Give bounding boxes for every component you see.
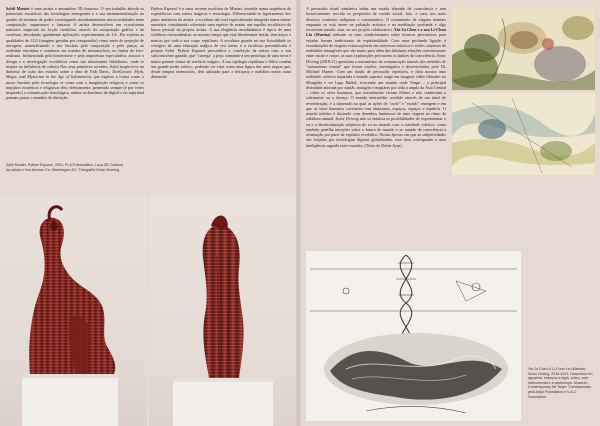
col3-text-3: (2018-21) questiona o mecanismo da comunicação através dos métodos de "xamanismo central" que foram criados, investigados e xyxy=(306,58,446,69)
watercolour-mid-image xyxy=(452,93,595,175)
col3-text-2: utilizam os sons condicionantes sobre técnicas percussivas para estudar formas tradicionais de espiritualidade. Com uma profunda ligação à visualizações de viagens extracorpóreas em universos místicos e visões cósmicas de realidades intangíveis que são muito para além das habituais relações convencionais entre morte e corpo, as suas explorações percorrem os limites da consciência. xyxy=(306,32,446,59)
article-column-1 xyxy=(6,6,144,158)
col3-text-1: A percussão ritual xamânica induz um estado alterado de consciência e tem historicamente servido os propósitos de coesão social, fato, e cura, nos mais diversos contextos indígenas e comunitários. O cruzamento de viagens mentais enquanto se está inerte na pulsação acústica e na meditação profunda é algo recorrente tratado, mas, no seu projeto colaborativo, xyxy=(306,6,446,32)
sculpture-photo-front xyxy=(149,196,296,426)
caption-left: Sybil Montet, Python Espunel, 2021. PLA Polinomático, Luca 3D Cortesia da artista e Von Ammon Co. Washington DC. Fotografia Vivian Doering xyxy=(6,163,123,172)
caption-right: Yin-Ju Chen & Li-Chun Lin (Marina), Sonic Driving, 2018-2021. Desenhos em aguarela, esboços a lápis, vídeo, som instrumental e a workshops. Museum Contemporary Art Taipei. Comissionado pela Arqui Foundation e V-A-C Foundation xyxy=(528,367,593,399)
col3-work-title: Sonic Driving xyxy=(306,53,446,64)
page-gutter xyxy=(296,0,301,426)
col3-italic-2: desenvolvidos xyxy=(406,63,430,69)
drawing-image xyxy=(306,251,521,421)
artwork-watercolour-top xyxy=(452,8,595,90)
col3-text-4: pelo Dr. Michael Harner. Com um fundo de percussão repetitiva, é obra mostra uma realidade coletiva tripartida e mundo superior surge em imagens vídeo filmados no Mongólia e no Lago Baikal, evocando um mundo onde Tengri – a principal divindade adorada por xamãs, mongóis e magiares por toda a ampla da Ásia Central – cobra os seres humanos, que inicialmente viviam felizes e não conheciam o sofrimento ou a doença. O mundo intermédio, acedido através de um túnel de reverberação, é a dimensão na qual as ações de "corte" e "errado" emergem e em que os seres humanos coexistem com fantasmas, espaços, espaços e espíritos. O mundo inferior é ilustrado com desenhos luminosos de uma viagem no ritmo da subtileza animal. xyxy=(306,63,446,122)
col2-text: é a mais recente escultura de Montet, inserida numa sequência de experiências com totens mágicos e tecnologia. Diferenciando-se ligeiramente dos pares anteriores da artista, a escultura não está especialmente integrada numa matriz narrativa, constituindo sobretudo uma espécie de avatar, um espelho escultórico da busca pessoal da própria artista. A sua elegância aerodinâmica é típica de uma violência extraordinária; ao mesmo tempo que está literalmente ferida, tem traços e marcas por toda a sua corpo reptiliano. A escultura guarda na sua fisicalidade os vestígios de uma educação mágica de seu totem, e a escultura personificada a própria Sybil. xyxy=(151,6,291,53)
sculpture-photo-side xyxy=(0,196,147,426)
watercolour-top-image xyxy=(452,8,595,90)
col3-artists: Yin-Ju Chen e a sua Li-Chun Lin (Marina) xyxy=(306,27,446,38)
col2-work-title-2: Python Espunel xyxy=(177,48,206,53)
article-column-3 xyxy=(306,6,446,271)
col3-text-5: não só enfatiza as possibilidades de experimentar o eu e a desestruturação subjetiva do eu no mundo com a realidade coletiva, como também partilha intuições sobre o futuro do mundo e ao mundo de consciência a orientação por parte de espíritos revelados. Nestas épocas em que as subjetividades são forjadas por tecnologias digitais globalizadas, esta obra corresponde a uma inteligência sagrada entre mundos. (Texto de Defne Ayas) xyxy=(306,116,446,148)
col3-work-title-2: Sonic Driving xyxy=(335,116,359,122)
col2-text-2: personifica a correlação da artista com o seu subconsciente ganado, que "carrega" a peça, tornando-a um protótipo de uma nova e muito potente forma de artefacto mágico. A sua tipologia reptiliana e fálica contém um grande poder erótico, podendo ser vista como uma figura das artes negras que, desde tempos imemoriais, têm utilizado para a feitiçaria e malditos numa outra dimensão xyxy=(151,48,291,80)
col1-text: é uma artista e animadora 3D francesa. O seu trabalho aborda os potenciais exotéricos das tecnologias emergentes e a sua instrumentalização no quadro de sistemas de poder, investigando simultaneamente microrrealidades entre computação, organismos e fantasia. A artista desenvolveu um ecossistema narrativo inspirado na ficção científica, através da computação gráfica e da escultura, abordando igualmente aplicações experimentais de I.A. Ela explora as qualidades do CGI (imagens geradas por computador) como meio de projeção de miragens, materializando o seu fascínio pela composição e pela pinçar, as realidade estranhas e contínuas em estados de metamorfose, no limiar do foto-realismo. Influenciada pela homeostase e pela arquitetura especulativa, associa o design e a investigação escultórica como um interessante hibridismo, onde se inspira na influência da cultura Nos seus primeiros recentes, Sybil inspirou-se no domínio de culto dos estudos sobre a obra de Erik Davis, xyxy=(6,6,144,74)
article-column-2 xyxy=(151,6,291,141)
col1-text-2: , que explora a forma como o nosso fascínio pela tecnologia se cruza com a imaginação religiosa e como os impulsos esotéricos e religiosos têm, efetivamente, permeado sempre (e por vezes inspirado) a comunicação tecnológica, ambos os domínios do digital e do espiritual pensam pairar o mundos de distinção. xyxy=(6,74,144,101)
artist-name: Sybil Montet xyxy=(6,6,30,11)
artwork-watercolour-mid xyxy=(452,93,595,175)
col1-book-title: TechGnosis: Myth, Magic, and Mysticism in the Age of Information xyxy=(6,69,144,80)
artwork-drawing xyxy=(306,251,521,421)
col2-work-title: Python Espunel xyxy=(151,6,178,11)
sculpture-front-image xyxy=(149,196,296,426)
sculpture-side-image xyxy=(0,196,147,426)
